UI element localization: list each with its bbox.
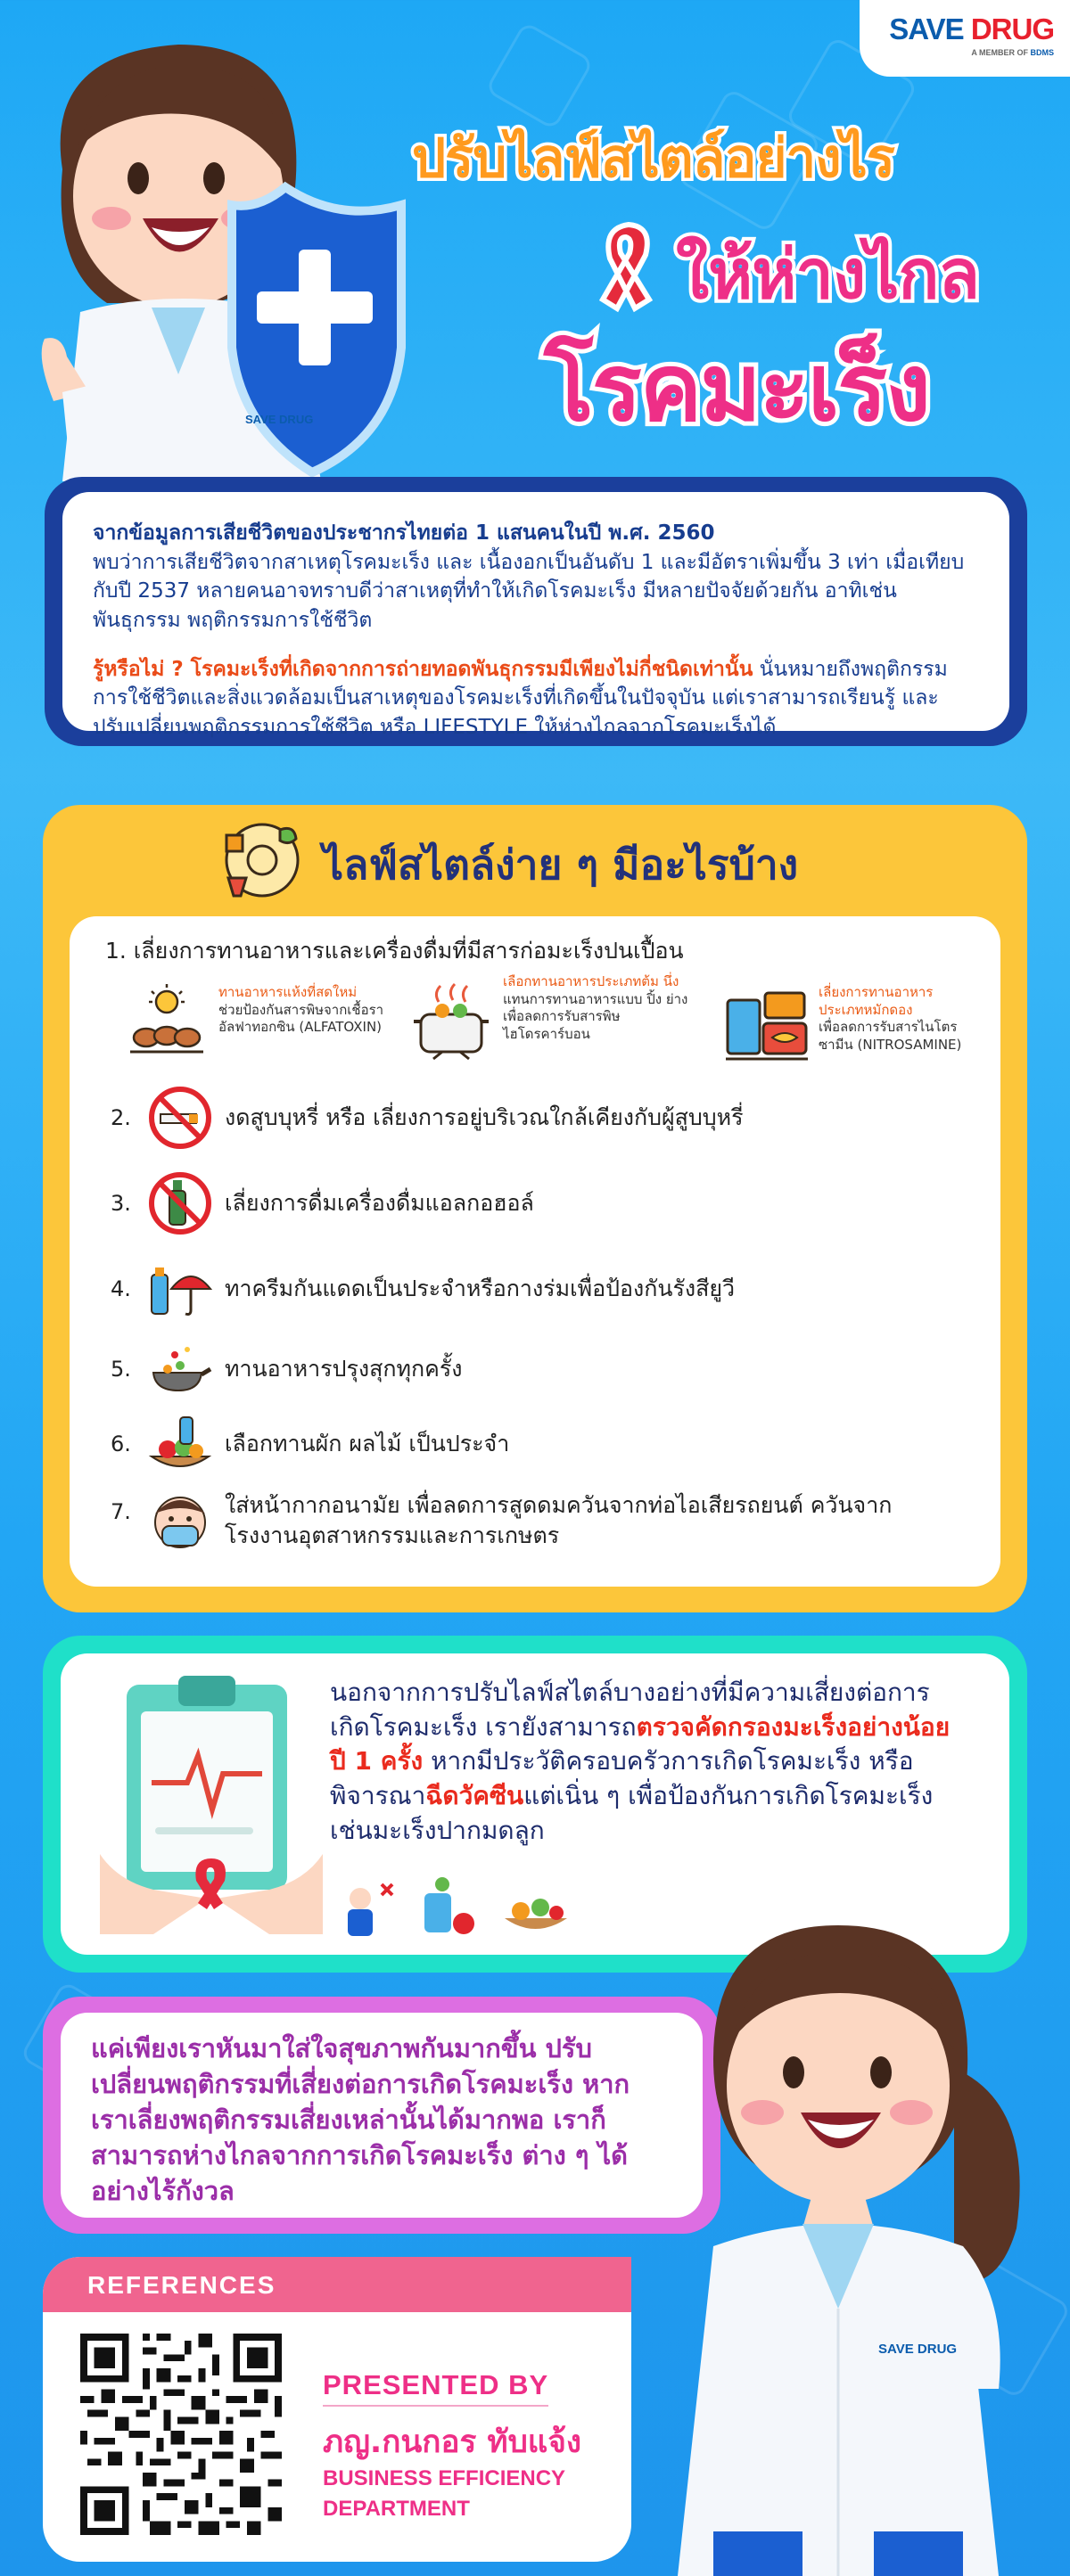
title-line-3: โรคมะเร็ง — [544, 333, 929, 442]
clipboard-heart-icon — [100, 1676, 323, 1934]
item-number: 2. — [111, 1105, 131, 1130]
item-number: 7. — [111, 1499, 131, 1524]
item-text: ทานอาหารปรุงสุกทุกครั้ง — [225, 1356, 463, 1382]
item-number: 6. — [111, 1432, 131, 1456]
healthy-lifestyle-icons — [337, 1872, 578, 1938]
item-number: 4. — [111, 1276, 131, 1301]
lifestyle-item-6 — [111, 1412, 509, 1476]
logo-save-text: SAVE — [889, 12, 964, 45]
title-line-2: ให้ห่างไกล — [676, 234, 979, 314]
lifestyle-title: ไลฟ์สไตล์ง่าย ๆ มีอะไรบ้าง — [323, 841, 799, 889]
logo-subtitle: A MEMBER OF BDMS — [971, 48, 1054, 57]
lifestyle-item-3 — [111, 1171, 534, 1235]
qr-code[interactable] — [80, 2334, 282, 2535]
lifestyle-item-7 — [111, 1490, 956, 1555]
sub-item-2-text: เลือกทานอาหารประเภทต้ม นึ่ง แทนการทานอาหารแบบ ปิ้ง ย่าง เพื่อลดการรับสารพิษไฮโดรคาร์บอน — [503, 973, 688, 1042]
frying-pan-icon — [148, 1337, 212, 1401]
presenter-department: BUSINESS EFFICIENCY DEPARTMENT — [323, 2466, 566, 2521]
item-text: ทาครีมกันแดดเป็นประจำหรือกางร่มเพื่อป้องกันรังสียูวี — [225, 1276, 736, 1302]
lifestyle-item-4 — [111, 1257, 735, 1321]
shirt-logo: SAVE DRUG — [245, 413, 314, 426]
vegetables-fruits-icon — [148, 1412, 212, 1476]
doctor-illustration-top — [27, 18, 410, 481]
intro-paragraph-1: จากข้อมูลการเสียชีวิตของประชากรไทยต่อ 1 แสนคนในปี พ.ศ. 2560 พบว่าการเสียชีวิตจากสาเหตุโรคมะเร็ง และ เนื้องอกเป็นอันดับ 1 และมีอัตราเพิ่มขึ้น 3 เท่า เมื่อเทียบกับปี 2537 หลายคนอาจทราบดีว่าสาเหตุที่ทำให้เกิดโรคมะเร็ง มีหลายปัจจัยด้วยกัน อาทิเช่น พันธุกรรม พฤติกรรมการใช้ชีวิต — [93, 521, 965, 632]
lifestyle-item-2 — [111, 1086, 744, 1150]
intro-panel — [62, 492, 1009, 739]
no-smoking-icon — [148, 1086, 212, 1150]
doctor-illustration-bottom — [660, 1890, 1043, 2576]
item-number: 3. — [111, 1191, 131, 1216]
item-text: งดสูบบุหรี่ หรือ เลี่ยงการอยู่บริเวณใกล้เคียงกับผู้สูบบุหรี่ — [225, 1104, 744, 1131]
sub-item-1-text: ทานอาหารแห้งที่สดใหม่ ช่วยป้องกันสารพิษจากเชื้อราอัลฟาทอกซิน (ALFATOXIN) — [218, 984, 384, 1035]
item-text: ใส่หน้ากากอนามัย เพื่อลดการสูดดมควันจากท่อไอเสียรถยนต์ ควันจากโรงงานอุตสาหกรรมและการเกษตร — [225, 1492, 893, 1548]
title-line-1: ปรับไลฟ์สไตล์อย่างไร — [412, 127, 894, 190]
screening-text: นอกจากการปรับไลฟ์สไตล์บางอย่างที่มีความเสี่ยงต่อการเกิดโรคมะเร็ง เรายังสามารถตรวจคัดกรองมะเร็งอย่างน้อยปี 1 ครั้ง หากมีประวัติครอบครัวการเกิดโรคมะเร็ง หรือพิจารณาฉีดวัคซีนแต่เนิ่น ๆ เพื่อป้องกันการเกิดโรคมะเร็ง เช่นมะเร็งปากมดลูก — [330, 1678, 951, 1845]
references-label: REFERENCES — [87, 2271, 276, 2299]
shirt-logo: SAVE DRUG — [878, 2342, 958, 2357]
preserved-food-icon — [722, 984, 811, 1064]
sunscreen-umbrella-icon — [148, 1257, 212, 1321]
cancer-ribbon-icon — [590, 217, 667, 316]
item-text: เลี่ยงการดื่มเครื่องดื่มแอลกอฮอล์ — [225, 1190, 534, 1217]
presented-by-label: PRESENTED BY — [323, 2369, 548, 2407]
lifestyle-icon — [214, 816, 307, 905]
steam-pot-icon — [407, 980, 496, 1066]
item-text: เลือกทานผัก ผลไม้ เป็นประจำ — [225, 1431, 510, 1457]
brand-logo — [860, 0, 1070, 77]
intro-paragraph-2: รู้หรือไม่ ? โรคมะเร็งที่เกิดจากการถ่ายทอดพันธุกรรมมีเพียงไม่กี่ชนิดเท่านั้น นั่นหมายถึงพฤติกรรมการใช้ชีวิตและสิ่งแวดล้อมเป็นสาเหตุของโรคมะเร็งที่เกิดขึ้นในปัจจุบัน แต่เราสามารถเรียนรู้ และ ปรับเปลี่ยนพฤติกรรมการใช้ชีวิต หรือ LIFESTYLE ให้ห่างไกลจากโรคมะเร็งได้ — [93, 657, 948, 739]
sub-item-3-text: เลี่ยงการทานอาหารประเภทหมักดอง เพื่อลดการรับสารไนโตรซามีน (NITROSAMINE) — [819, 984, 962, 1053]
logo-drug-text: DRUG — [970, 12, 1054, 45]
lifestyle-item-1: 1. เลี่ยงการทานอาหารและเครื่องดื่มที่มีสารก่อมะเร็งปนเปื้อน — [105, 938, 684, 964]
lifestyle-item-5 — [111, 1337, 462, 1401]
no-alcohol-icon — [148, 1171, 212, 1235]
closing-panel — [61, 2013, 703, 2218]
dried-food-icon — [125, 982, 210, 1064]
presenter-name: ภญ.กนกอร ทับแจ้ง — [323, 2424, 581, 2460]
closing-text: แค่เพียงเราหันมาใส่ใจสุขภาพกันมากขึ้น ปรับเปลี่ยนพฤติกรรมที่เสี่ยงต่อการเกิดโรคมะเร็ง หากเราเลี่ยงพฤติกรรมเสี่ยงเหล่านั้นได้มากพอ เราก็สามารถห่างไกลจากการเกิดโรคมะเร็ง ต่าง ๆ ได้อย่างไร้กังวล — [91, 2033, 630, 2207]
item-number: 5. — [111, 1357, 131, 1382]
face-mask-icon — [148, 1490, 212, 1555]
